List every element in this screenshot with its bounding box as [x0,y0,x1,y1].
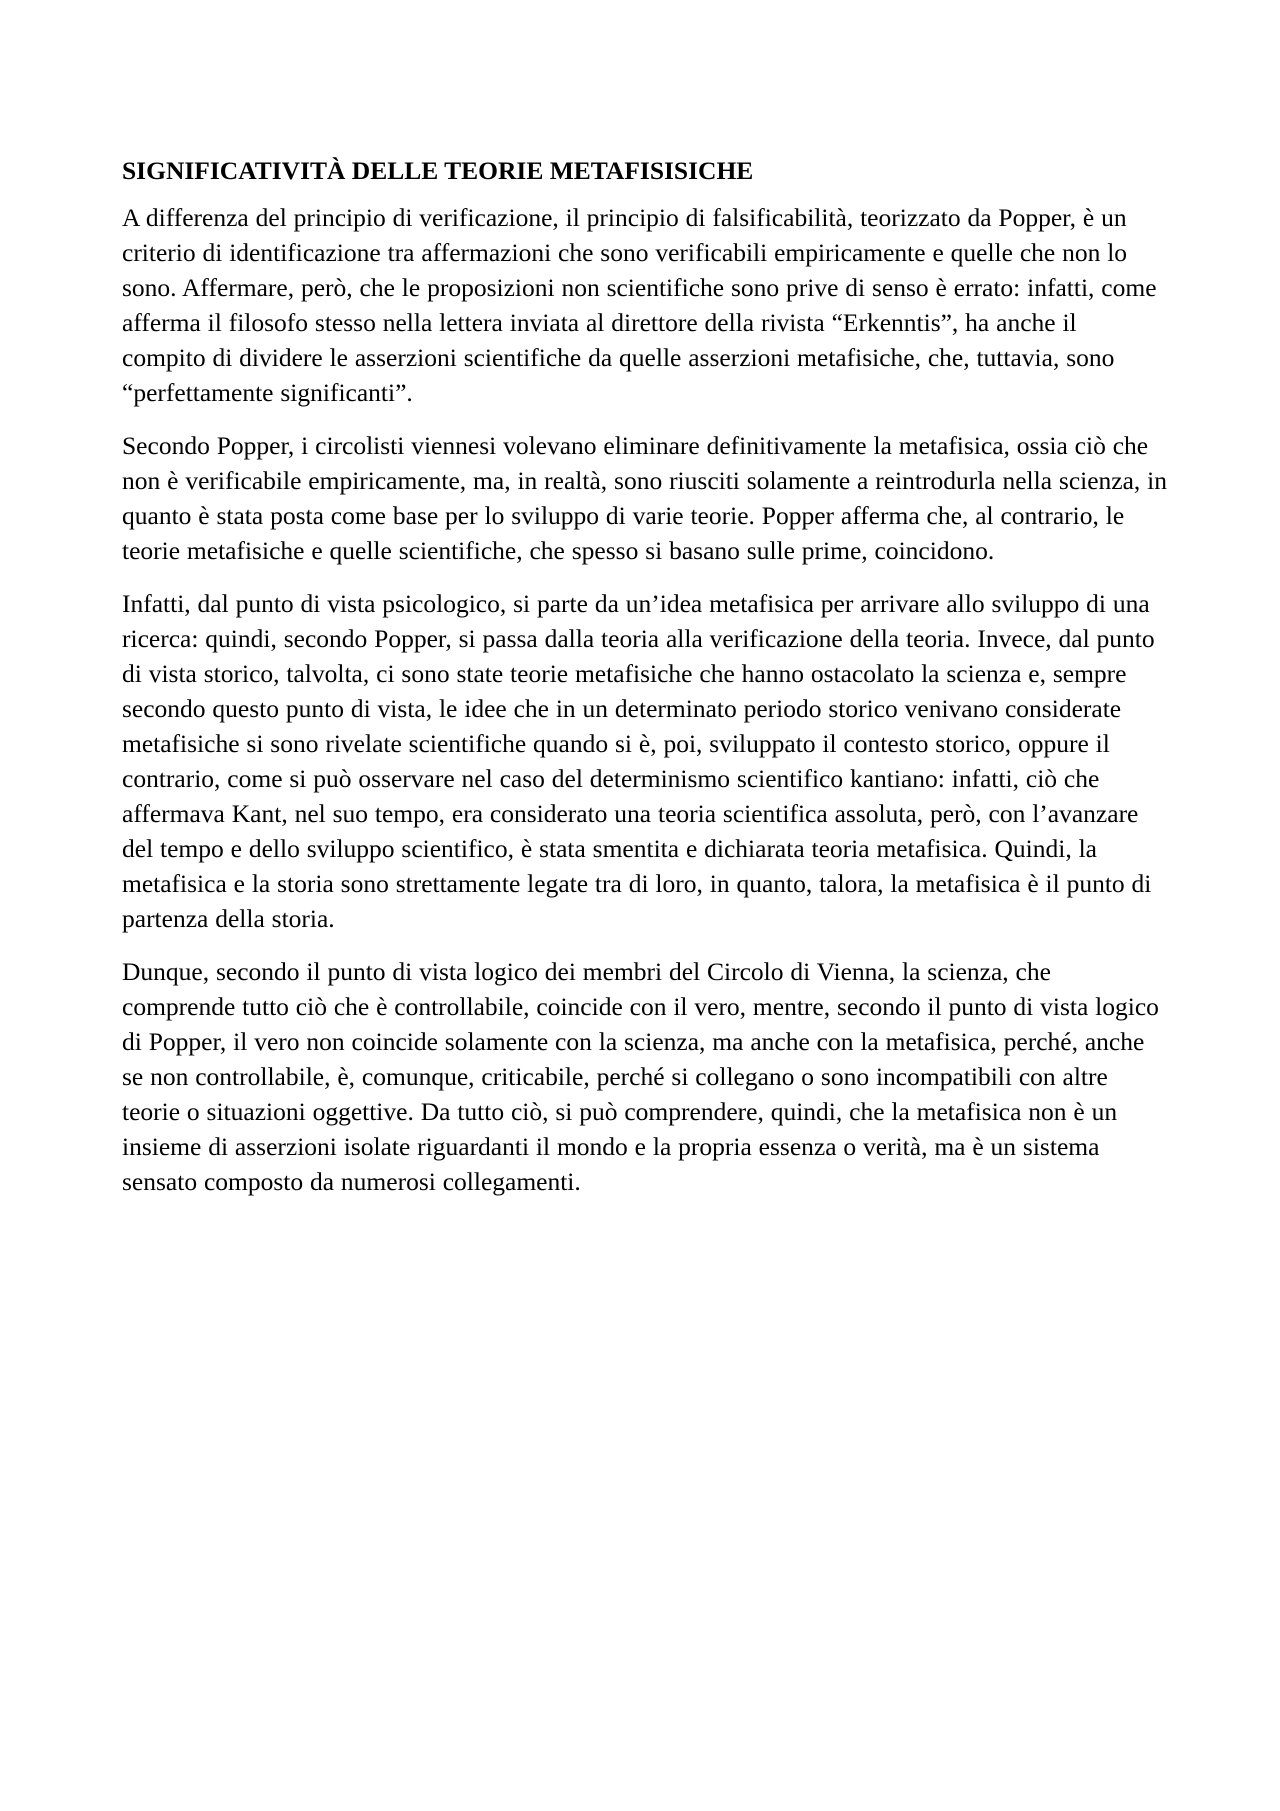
paragraph-4: Dunque, secondo il punto di vista logico dei membri del Circolo di Vienna, la scienza, che comprende tutto ciò che è controllabile, coincide con il vero, mentre, secondo il punto di vista logico di Popper, il vero non coincide solamente con la scienza, ma anche con la metafisica, perché, anche se non controllabile, è, comunque, criticabile, perché si collegano o sono incompatibili con altre teorie o situazioni oggettive. Da tutto ciò, si può comprendere, quindi, che la metafisica non è un insieme di asserzioni isolate riguardanti il mondo e la propria essenza o verità, ma è un sistema sensato composto da numerosi collegamenti. [122,957,1159,1196]
paragraph-2: Secondo Popper, i circolisti viennesi volevano eliminare definitivamente la metafisica, ossia ciò che non è verificabile empiricamente, ma, in realtà, sono riusciti solamente a reintrodurla nella scienza, in quanto è stata posta come base per lo sviluppo di varie teorie. Popper afferma che, al contrario, le teorie metafisiche e quelle scientifiche, che spesso si basano sulle prime, coincidono. [122,431,1168,565]
paragraph-1: A differenza del principio di verificazione, il principio di falsificabilità, teorizzato da Popper, è un criterio di identificazione tra affermazioni che sono verificabili empiricamente e quelle che non lo sono. Affermare, però, che le proposizioni non scientifiche sono prive di senso è errato: infatti, come afferma il filosofo stesso nella lettera inviata al direttore della rivista “Erkenntis”, ha anche il compito di dividere le asserzioni scientifiche da quelle asserzioni metafisiche, che, tuttavia, sono “perfettamente significanti”. [122,203,1157,407]
document-body [122,153,1167,1217]
paragraph-3: Infatti, dal punto di vista psicologico, si parte da un’idea metafisica per arrivare allo sviluppo di una ricerca: quindi, secondo Popper, si passa dalla teoria alla verificazione della teoria. Invece, dal punto di vista storico, talvolta, ci sono state teorie metafisiche che hanno ostacolato la scienza e, sempre secondo questo punto di vista, le idee che in un determinato periodo storico venivano considerate metafisiche si sono rivelate scientifiche quando si è, poi, sviluppato il contesto storico, oppure il contrario, come si può osservare nel caso del determinismo scientifico kantiano: infatti, ciò che affermava Kant, nel suo tempo, era considerato una teoria scientifica assoluta, però, con l’avanzare del tempo e dello sviluppo scientifico, è stata smentita e dichiarata teoria metafisica. Quindi, la metafisica e la storia sono strettamente legate tra di loro, in quanto, talora, la metafisica è il punto di partenza della storia. [122,589,1155,933]
document-title: SIGNIFICATIVITÀ DELLE TEORIE METAFISISICHE [122,156,754,185]
